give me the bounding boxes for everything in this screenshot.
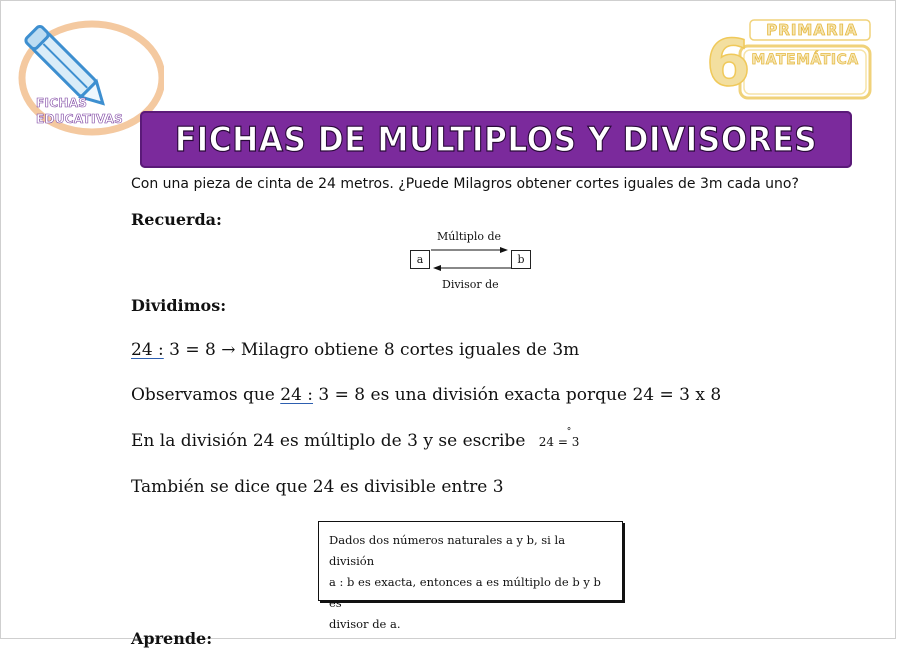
page-title: FICHAS DE MULTIPLOS Y DIVISORES [174,119,818,160]
grade-subject: MATEMÁTICA [751,52,859,68]
exact-division-rest: 3 = 8 es una división exacta porque 24 = 3 x 8 [313,385,722,405]
title-banner [140,111,852,168]
definition-line-1: Dados dos números naturales a y b, si la división [329,533,566,568]
grade-number: 6 [706,27,751,101]
multiple-divisor-diagram [400,228,550,294]
diagram-bottom-label: Divisor de [442,278,499,291]
multiple-notation-text: En la división 24 es múltiplo de 3 y se escribe [131,431,526,451]
definition-line-2: a : b es exacta, entonces a es múltiplo de b y b es [329,575,601,610]
multiple-mark: ° [566,427,572,437]
heading-aprende: Aprende: [131,629,213,648]
heading-dividimos: Dividimos: [131,296,227,315]
division-result-text: 3 = 8 → Milagro obtiene 8 cortes iguales de 3m [163,340,580,360]
division-line [131,340,579,360]
divisible-line: También se dice que 24 es divisible entre 3 [131,477,504,497]
logo-text-line2: EDUCATIVAS [36,112,124,126]
diagram-box-b: b [511,250,531,269]
exact-division-intro: Observamos que [131,385,281,405]
logo-text-line1: FICHAS [36,96,88,110]
problem-statement: Con una pieza de cinta de 24 metros. ¿Puede Milagros obtener cortes iguales de 3m cada uno? [131,176,799,192]
grade-badge [700,18,875,108]
multiple-notation-equation [538,427,580,449]
underlined-dividend: 24 : [131,340,164,360]
heading-recuerda: Recuerda: [131,210,222,229]
definition-line-3: divisor de a. [329,617,401,631]
exact-division-line [131,385,721,405]
equation-text: 24 = 3 [538,435,580,449]
diagram-top-label: Múltiplo de [437,230,502,243]
definition-box [318,521,623,631]
diagram-box-a: a [410,250,430,269]
multiple-notation-line [131,427,580,451]
grade-level: PRIMARIA [766,21,858,39]
underlined-dividend-2: 24 : [280,385,314,405]
